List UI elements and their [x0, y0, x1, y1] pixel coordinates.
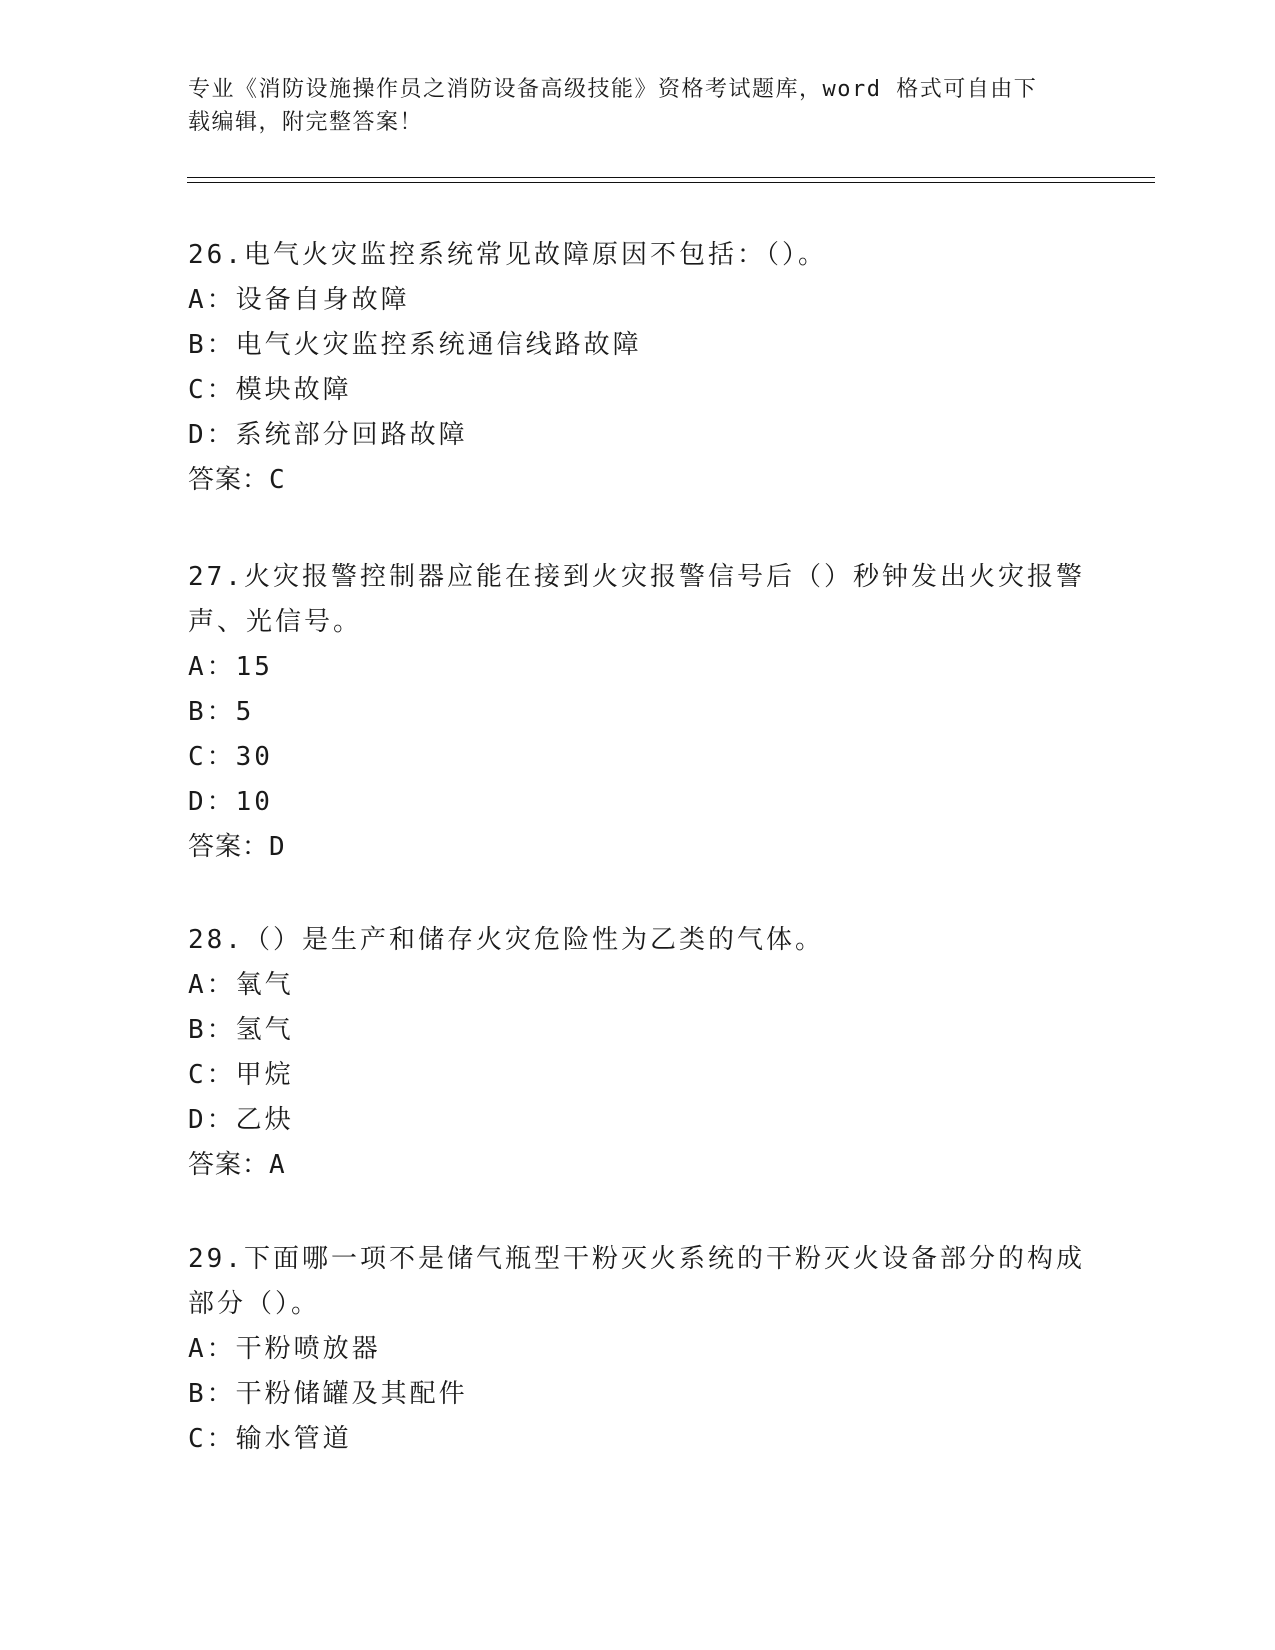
header-line-2: 载编辑，附完整答案！ — [188, 110, 424, 135]
option-a: A：设备自身故障 — [188, 285, 410, 315]
option-d: D：乙炔 — [188, 1105, 294, 1135]
answer-label: 答案： — [188, 832, 270, 862]
answer-line — [188, 1143, 1088, 1188]
document-header — [188, 73, 1088, 139]
option-a: A：干粉喷放器 — [188, 1334, 381, 1364]
answer-value: A — [269, 1150, 286, 1180]
question-27 — [188, 555, 1088, 870]
option-b: B：干粉储罐及其配件 — [188, 1379, 468, 1409]
answer-label: 答案： — [188, 465, 270, 495]
answer-line — [188, 825, 1088, 870]
option-b: B：电气火灾监控系统通信线路故障 — [188, 330, 642, 360]
question-26 — [188, 233, 1088, 503]
header-divider-top — [187, 177, 1155, 178]
answer-line — [188, 458, 1088, 503]
option-a: A：氧气 — [188, 970, 294, 1000]
option-c: C：输水管道 — [188, 1424, 352, 1454]
answer-label: 答案： — [188, 1150, 270, 1180]
option-a: A：15 — [188, 652, 273, 682]
option-b: B：氢气 — [188, 1015, 294, 1045]
header-divider-bottom — [187, 182, 1155, 183]
answer-value: C — [269, 465, 286, 495]
question-stem: 26.电气火灾监控系统常见故障原因不包括：（）。 — [188, 240, 827, 270]
option-d: D：系统部分回路故障 — [188, 420, 468, 450]
header-line-1: 专业《消防设施操作员之消防设备高级技能》资格考试题库，word 格式可自由下 — [188, 77, 1038, 102]
answer-value: D — [269, 832, 286, 862]
question-stem: 27.火灾报警控制器应能在接到火灾报警信号后（）秒钟发出火灾报警声、光信号。 — [188, 562, 1085, 637]
question-stem: 29.下面哪一项不是储气瓶型干粉灭火系统的干粉灭火设备部分的构成部分（）。 — [188, 1244, 1085, 1319]
option-c: C：模块故障 — [188, 375, 352, 405]
option-c: C：甲烷 — [188, 1060, 294, 1090]
option-d: D：10 — [188, 787, 273, 817]
question-stem: 28.（）是生产和储存火灾危险性为乙类的气体。 — [188, 925, 824, 955]
option-b: B：5 — [188, 697, 255, 727]
question-28 — [188, 918, 1088, 1188]
option-c: C：30 — [188, 742, 273, 772]
question-29 — [188, 1237, 1088, 1462]
